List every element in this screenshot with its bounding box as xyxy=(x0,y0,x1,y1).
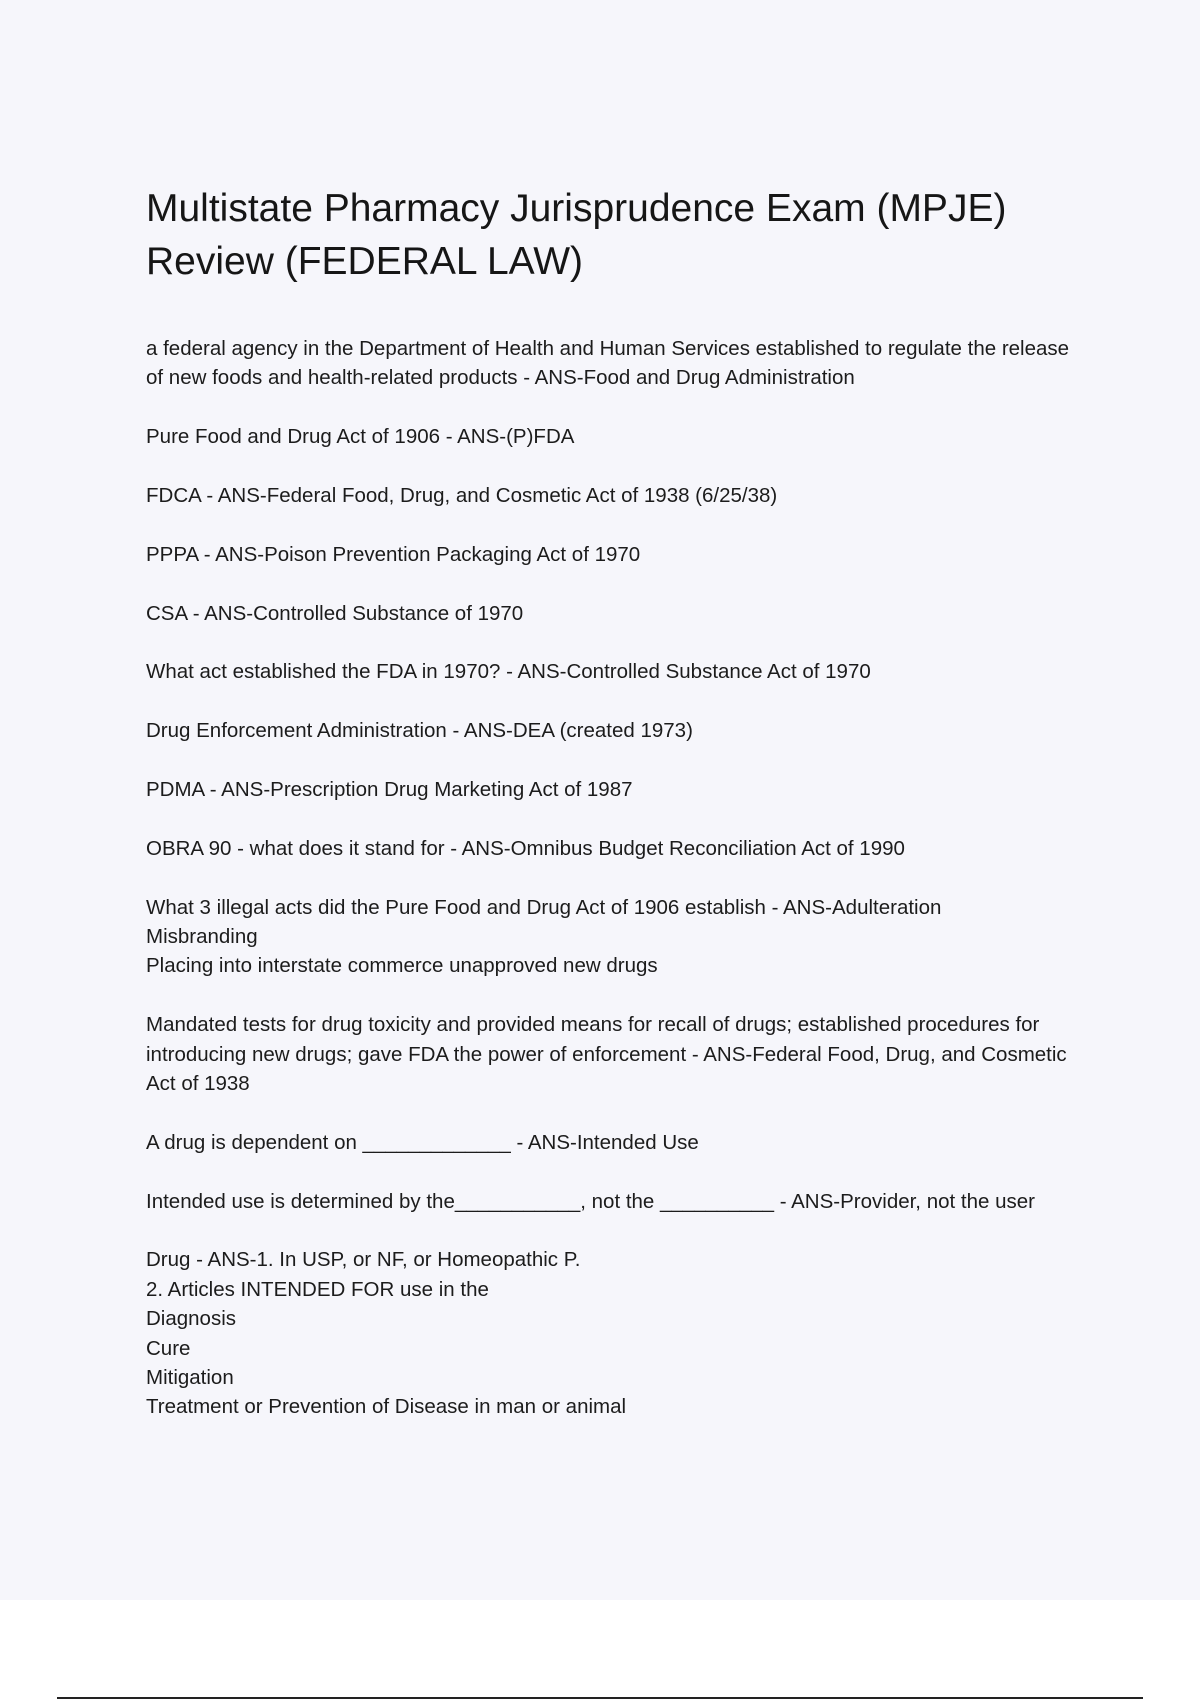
qa-entry: A drug is dependent on _____________ - ANS-Intended Use xyxy=(146,1130,699,1154)
document-title: Multistate Pharmacy Jurisprudence Exam (MPJE) Review (FEDERAL LAW) xyxy=(146,187,1007,283)
qa-entry: FDCA - ANS-Federal Food, Drug, and Cosmetic Act of 1938 (6/25/38) xyxy=(146,484,778,507)
qa-entry: What act established the FDA in 1970? - ANS-Controlled Substance Act of 1970 xyxy=(146,660,871,684)
qa-entry: Pure Food and Drug Act of 1906 - ANS-(P)FDA xyxy=(146,425,575,449)
qa-entry: Drug - ANS-1. In USP, or NF, or Homeopathic P. 2. Articles INTENDED FOR use in the Diagnosis Cure Mitigation Treatment or Prevention of Disease in man or animal xyxy=(146,1248,627,1419)
qa-entry: PPPA - ANS-Poison Prevention Packaging Act of 1970 xyxy=(146,542,641,566)
document-content xyxy=(146,182,1086,1422)
qa-entry: Drug Enforcement Administration - ANS-DEA (created 1973) xyxy=(146,719,693,743)
qa-entry: OBRA 90 - what does it stand for - ANS-Omnibus Budget Reconciliation Act of 1990 xyxy=(146,836,905,860)
bottom-divider xyxy=(57,1697,1143,1699)
qa-entry: CSA - ANS-Controlled Substance of 1970 xyxy=(146,601,524,625)
qa-entry: Intended use is determined by the___________, not the __________ - ANS-Provider, not the user xyxy=(146,1189,1035,1213)
qa-entry: PDMA - ANS-Prescription Drug Marketing Act of 1987 xyxy=(146,777,633,801)
qa-entry: What 3 illegal acts did the Pure Food and Drug Act of 1906 establish - ANS-Adulteration Misbranding Placing into interstate commerce unapproved new drugs xyxy=(146,895,942,978)
qa-entry: Mandated tests for drug toxicity and provided means for recall of drugs; established procedures for introducing new drugs; gave FDA the power of enforcement - ANS-Federal Food, Drug, and Cosmetic Act of 1938 xyxy=(146,1013,1067,1095)
qa-entry: a federal agency in the Department of Health and Human Services established to regulate the release of new foods and health-related products - ANS-Food and Drug Administration xyxy=(146,337,1070,390)
